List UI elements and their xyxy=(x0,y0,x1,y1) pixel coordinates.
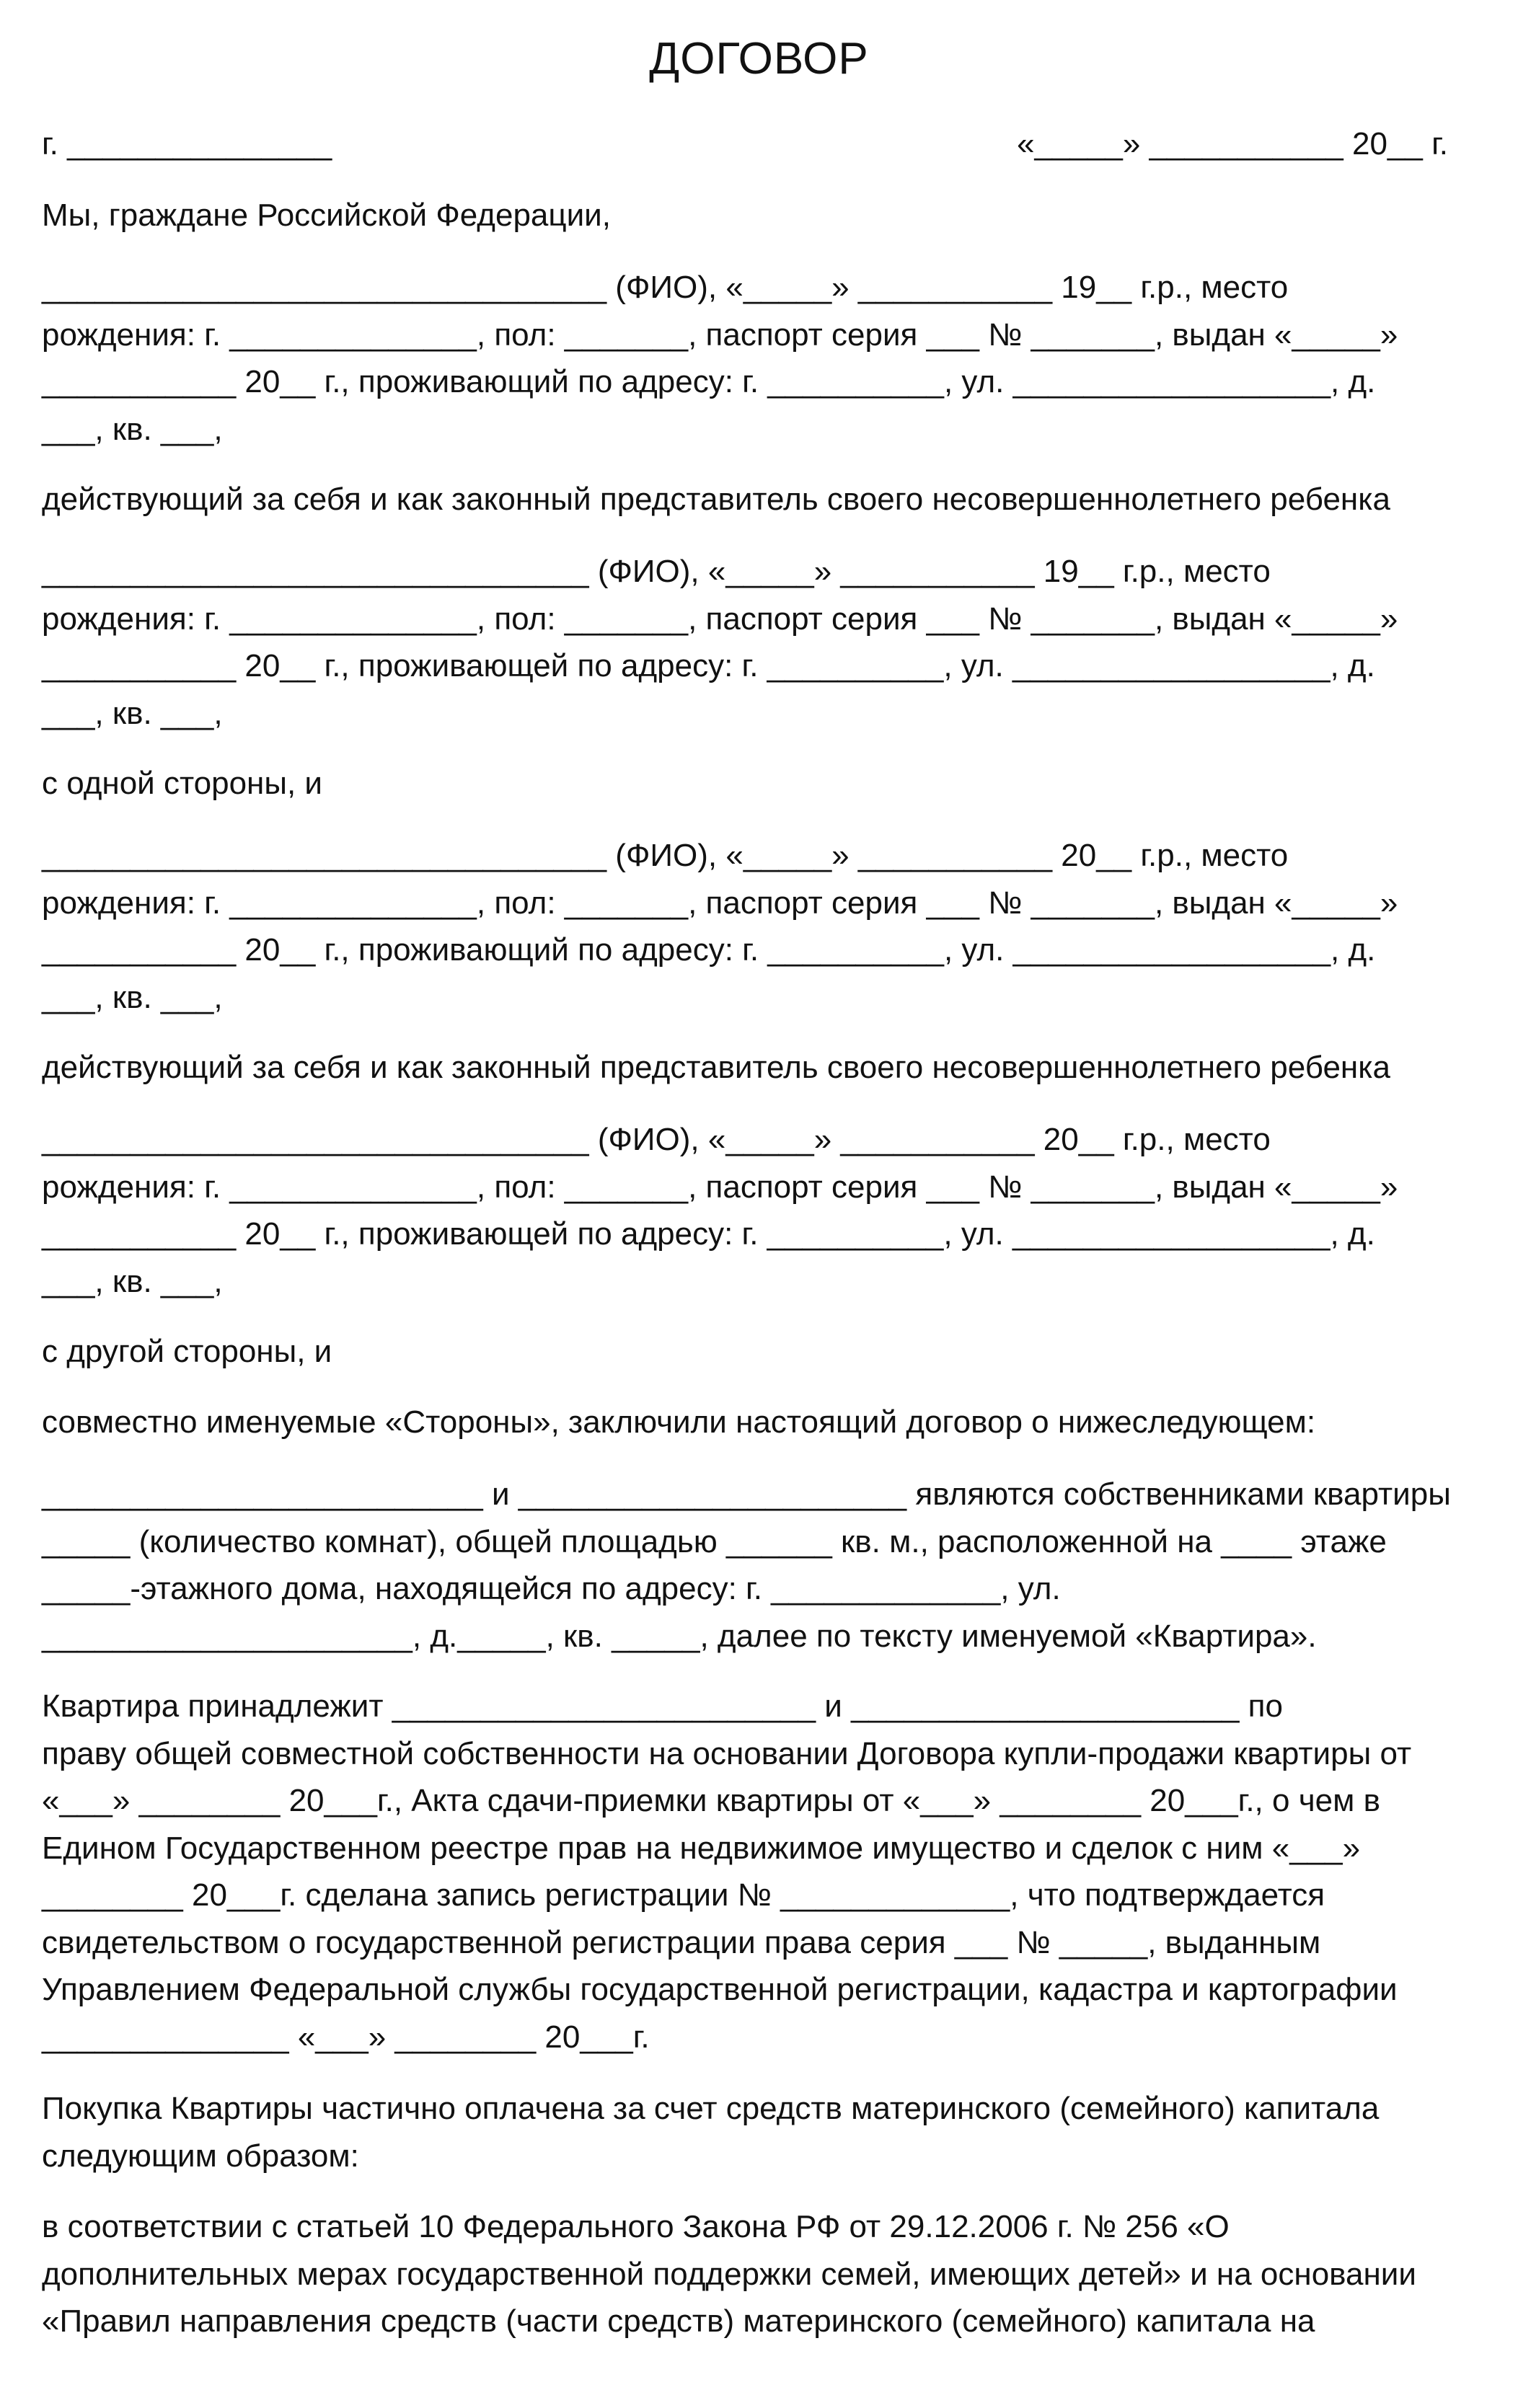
paragraph-child1 xyxy=(42,548,1477,737)
text-line: Управлением Федеральной службы государственной регистрации, кадастра и картографии xyxy=(42,1972,1398,2007)
paragraph-intro xyxy=(42,192,1477,239)
text-line: дополнительных мерах государственной поддержки семей, имеющих детей» и на основании xyxy=(42,2256,1416,2292)
text-line: следующим образом: xyxy=(42,2138,359,2174)
text-line: _____ (количество комнат), общей площадью ______ кв. м., расположенной на ____ этаже xyxy=(42,1523,1387,1559)
text-line: _____________________, д._____, кв. _____, далее по тексту именуемой «Квартира». xyxy=(42,1618,1317,1654)
text-line: ___, кв. ___, xyxy=(42,1263,223,1299)
place-date-row xyxy=(42,121,1448,167)
paragraph-law xyxy=(42,2203,1477,2345)
text-line: действующий за себя и как законный представитель своего несовершеннолетнего ребенка xyxy=(42,482,1390,517)
text-line: Мы, граждане Российской Федерации, xyxy=(42,198,611,233)
text-line: ___, кв. ___, xyxy=(42,411,223,447)
text-line: действующий за себя и как законный представитель своего несовершеннолетнего ребенка xyxy=(42,1050,1390,1085)
text-line: ___, кв. ___, xyxy=(42,695,223,731)
paragraph-jointly xyxy=(42,1399,1477,1446)
text-line: ________ 20___г. сделана запись регистрации № _____________, что подтверждается xyxy=(42,1877,1325,1913)
paragraph-owners xyxy=(42,1471,1477,1660)
text-line: Едином Государственном реестре прав на недвижимое имущество и сделок с ним «___» xyxy=(42,1830,1361,1866)
text-line: рождения: г. ______________, пол: _______, паспорт серия ___ № _______, выдан «_____» xyxy=(42,601,1398,637)
text-line: в соответствии с статьей 10 Федерального Закона РФ от 29.12.2006 г. № 256 «О xyxy=(42,2209,1230,2244)
text-line: _________________________ и ______________________ являются собственниками квартиры xyxy=(42,1477,1451,1512)
text-line: с одной стороны, и xyxy=(42,766,322,801)
paragraph-acting2 xyxy=(42,1044,1477,1092)
paragraph-child2 xyxy=(42,1116,1477,1305)
paragraph-acting1 xyxy=(42,476,1477,523)
text-line: совместно именуемые «Стороны», заключили настоящий договор о нижеследующем: xyxy=(42,1404,1316,1440)
text-line: с другой стороны, и xyxy=(42,1334,332,1369)
paragraph-purchase xyxy=(42,2085,1477,2179)
text-line: рождения: г. ______________, пол: _______, паспорт серия ___ № _______, выдан «_____» xyxy=(42,1169,1398,1205)
paragraph-side2 xyxy=(42,1328,1477,1376)
text-line: «Правил направления средств (части средств) материнского (семейного) капитала на xyxy=(42,2303,1315,2339)
text-line: _____-этажного дома, находящейся по адресу: г. _____________, ул. xyxy=(42,1571,1061,1606)
paragraph-ownership xyxy=(42,1683,1477,2060)
text-line: ___________ 20__ г., проживающей по адресу: г. __________, ул. __________________, д. xyxy=(42,648,1375,683)
text-line: ______________ «___» ________ 20___г. xyxy=(42,2019,650,2055)
text-line: ___________ 20__ г., проживающий по адресу: г. __________, ул. __________________, д. xyxy=(42,932,1376,968)
text-line: ___________ 20__ г., проживающий по адресу: г. __________, ул. __________________, д. xyxy=(42,364,1376,399)
text-line: ___, кв. ___, xyxy=(42,979,223,1015)
text-line: рождения: г. ______________, пол: _______, паспорт серия ___ № _______, выдан «_____» xyxy=(42,885,1398,921)
text-line: ___________ 20__ г., проживающей по адресу: г. __________, ул. __________________, д. xyxy=(42,1216,1375,1252)
text-line: _______________________________ (ФИО), «_____» ___________ 20__ г.р., место xyxy=(42,1122,1271,1157)
text-line: свидетельством о государственной регистрации права серия ___ № _____, выданным xyxy=(42,1924,1321,1960)
text-line: ________________________________ (ФИО), «_____» ___________ 20__ г.р., место xyxy=(42,838,1289,873)
paragraph-side1 xyxy=(42,760,1477,807)
paragraph-party1 xyxy=(42,264,1477,453)
text-line: _______________________________ (ФИО), «_____» ___________ 19__ г.р., место xyxy=(42,554,1271,589)
paragraph-party2 xyxy=(42,832,1477,1021)
document-title: ДОГОВОР xyxy=(649,34,869,84)
text-line: Покупка Квартиры частично оплачена за счет средств материнского (семейного) капитала xyxy=(42,2091,1380,2126)
text-line: праву общей совместной собственности на основании Договора купли-продажи квартиры от xyxy=(42,1735,1412,1771)
date-field: «_____» ___________ 20__ г. xyxy=(1017,126,1448,161)
city-field: г. _______________ xyxy=(42,126,332,161)
text-line: Квартира принадлежит ________________________ и ______________________ по xyxy=(42,1688,1283,1724)
text-line: ________________________________ (ФИО), «_____» ___________ 19__ г.р., место xyxy=(42,270,1289,305)
text-line: рождения: г. ______________, пол: _______, паспорт серия ___ № _______, выдан «_____» xyxy=(42,317,1398,353)
text-line: «___» ________ 20___г., Акта сдачи-приемки квартиры от «___» ________ 20___г., о чем в xyxy=(42,1783,1380,1818)
